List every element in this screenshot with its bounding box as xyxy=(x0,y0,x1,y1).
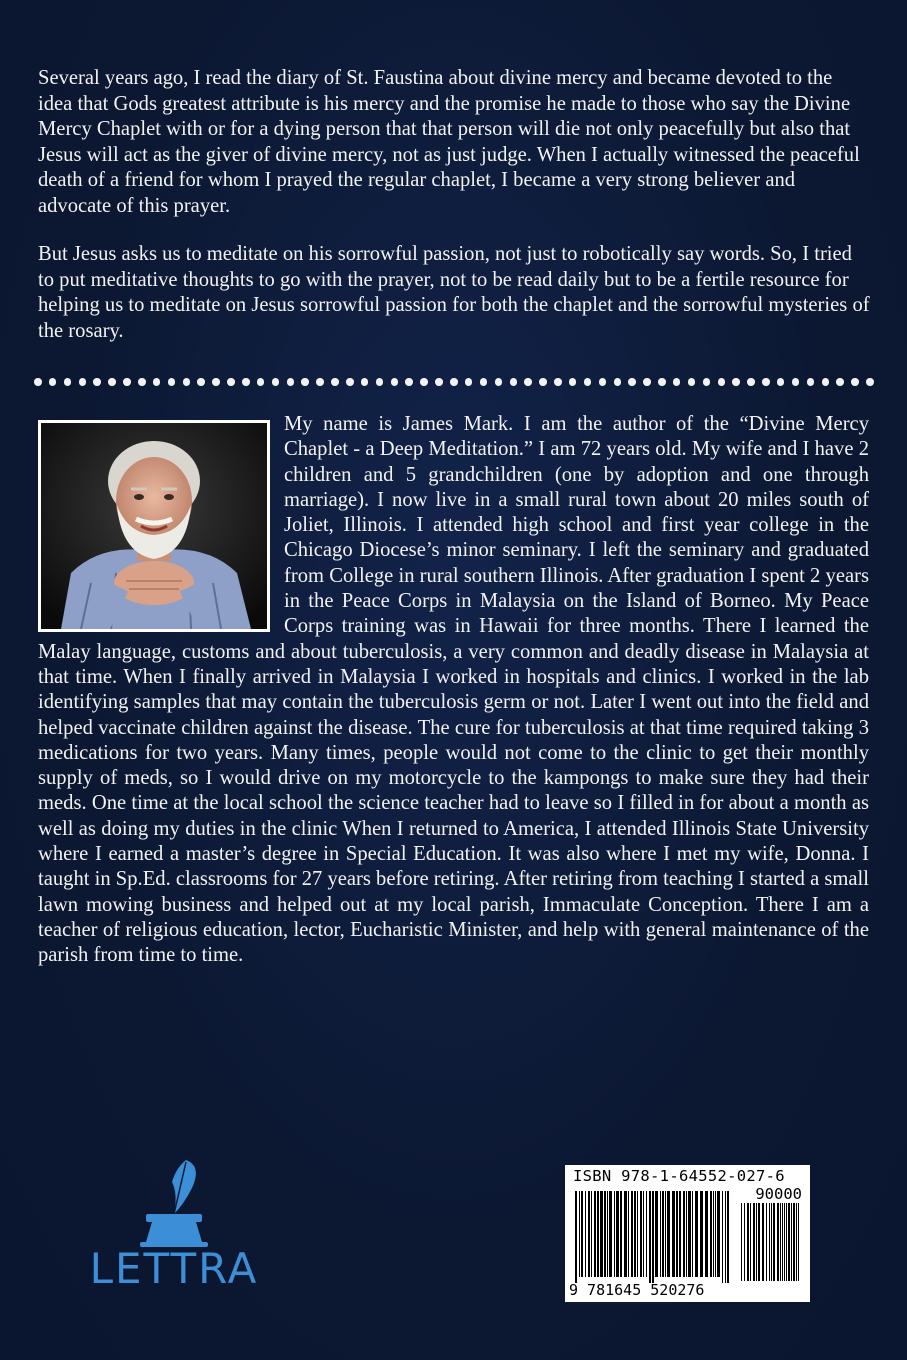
barcode-addon-bar xyxy=(744,1203,745,1281)
barcode-addon-bar xyxy=(788,1203,790,1281)
barcode-bar xyxy=(600,1191,603,1277)
barcode-bar xyxy=(672,1191,675,1277)
barcode-bar xyxy=(683,1191,685,1277)
barcode-bar xyxy=(676,1191,678,1277)
barcode-bar xyxy=(637,1191,638,1277)
barcode-bar xyxy=(717,1191,720,1277)
barcode-bar xyxy=(591,1191,592,1277)
barcode-bar xyxy=(652,1191,654,1283)
quill-and-inkwell-icon xyxy=(74,1158,274,1248)
barcode-bar xyxy=(646,1191,647,1277)
divider-dot xyxy=(628,378,636,386)
divider-dot xyxy=(420,378,428,386)
divider-dot xyxy=(747,378,755,386)
divider-dot xyxy=(703,378,711,386)
divider-dot xyxy=(524,378,532,386)
barcode-addon-bar xyxy=(741,1203,742,1281)
divider-dot xyxy=(212,378,220,386)
divider-dot xyxy=(301,378,309,386)
divider-dot xyxy=(287,378,295,386)
divider-dot xyxy=(435,378,443,386)
divider-dot xyxy=(465,378,473,386)
author-portrait-image xyxy=(41,423,267,629)
barcode-addon-bar xyxy=(777,1203,779,1281)
barcode-addon-bar xyxy=(747,1203,749,1281)
divider-dot xyxy=(391,378,399,386)
publisher-name: LETTRA xyxy=(89,1244,259,1293)
divider-dot xyxy=(108,378,116,386)
barcode-addon-bar xyxy=(782,1203,783,1281)
barcode-bar xyxy=(705,1191,708,1277)
barcode-addon-bar xyxy=(771,1203,772,1281)
divider-dot xyxy=(272,378,280,386)
divider-dot xyxy=(331,378,339,386)
barcode-addon-bar xyxy=(762,1203,764,1281)
intro-paragraph-2: But Jesus asks us to meditate on his sorrowful passion, not just to robotically say words. So, I tried to put meditative thoughts to go with the prayer, not to be read daily but to be a fertile resource for helping us to meditate on Jesus sorrowful passion for both the chaplet and the sorrowful mysteries of the rosary. xyxy=(38,243,870,342)
barcode-bar xyxy=(700,1191,703,1277)
divider-dot xyxy=(34,378,42,386)
divider-dot xyxy=(510,378,518,386)
barcode-bar xyxy=(620,1191,622,1277)
barcode-bar xyxy=(609,1191,612,1277)
barcode-bar xyxy=(585,1191,586,1277)
divider-dot xyxy=(866,378,874,386)
barcode-bar xyxy=(686,1191,687,1277)
divider-dot xyxy=(183,378,191,386)
intro-section xyxy=(38,66,870,367)
divider-dot xyxy=(732,378,740,386)
barcode-addon-bar xyxy=(786,1203,787,1281)
divider-dot xyxy=(688,378,696,386)
divider-dot xyxy=(257,378,265,386)
author-bio-text: My name is James Mark. I am the author of the “Divine Mercy Chaplet - a Deep Meditation.” I am 72 years old. My wife and I have 2 children and 5 grandchildren (one by adoption and one through marriage). I now live in a small rural town about 20 miles south of Joliet, Illinois. I attended high school and first year college in the Chicago Diocese’s minor seminary. I left the seminary and graduated from College in rural southern Illinois. After graduation I spent 2 years in the Peace Corps in Malaysia on the Island of Borneo. My Peace Corps training was in Hawaii for three months. There I learned the Malay language, customs and about tuberculosis, a very common and deadly disease in Malaysia at that time. When I finally arrived in Malaysia I worked in hospitals and clinics. I worked in the lab identifying samples that may contain the tuberculosis germ or not. Later I went out into the field and helped vaccinate children against the disease. The cure for tuberculosis at that time required taking 3 medications for two years. Many times, people would not come to the clinic to get their monthly supply of meds, so I would drive on my motorcycle to the kampongs to make sure they had their meds. One time at the local school the science teacher had to leave so I filled in for about a month as well as doing my duties in the clinic When I returned to America, I attended Illinois State University where I earned a master’s degree in Special Education. It was also where I met my wife, Donna. I taught in Sp.Ed. classrooms for 27 years before retiring. After retiring from teaching I started a small lawn mowing business and helped out at my local parish, Immaculate Conception. There I am a teacher of religious education, lector, Eucharistic Minister, and help with general maintenance of the parish from time to time. xyxy=(38,413,869,967)
divider-dot xyxy=(584,378,592,386)
barcode-addon-bar xyxy=(798,1203,799,1281)
barcode-bar xyxy=(607,1191,608,1277)
barcode-addon-bar xyxy=(756,1203,757,1281)
divider-dot xyxy=(673,378,681,386)
barcode-addon-bar xyxy=(750,1203,751,1281)
barcode-bar xyxy=(665,1191,666,1277)
divider-dot xyxy=(554,378,562,386)
barcode-bar xyxy=(594,1191,596,1277)
divider-dot xyxy=(123,378,131,386)
barcode-bar xyxy=(649,1191,651,1283)
barcode-addon-bar xyxy=(769,1203,770,1281)
barcode-bar xyxy=(715,1191,716,1277)
barcode-bar xyxy=(640,1191,642,1277)
ean-digits: 9 781645 520276 xyxy=(569,1281,705,1299)
isbn-barcode xyxy=(565,1165,810,1302)
divider-dot xyxy=(153,378,161,386)
barcode-bar xyxy=(713,1191,714,1277)
divider-dot xyxy=(539,378,547,386)
barcode-addon-number: 90000 xyxy=(755,1185,802,1203)
barcode-bar xyxy=(727,1191,729,1283)
divider-dot xyxy=(93,378,101,386)
publisher-logo xyxy=(74,1158,274,1298)
intro-paragraph-1: Several years ago, I read the diary of St. Faustina about divine mercy and became devoted to the idea that Gods greatest attribute is his mercy and the promise he made to those who say the Divine Mercy Chaplet with or for a dying person that that person will die not only peacefully but also that Jesus will act as the giver of divine mercy, not as just judge. When I actually witnessed the peaceful death of a friend for whom I prayed the regular chaplet, I became a very strong believer and advocate of this prayer. xyxy=(38,67,860,217)
barcode-bar xyxy=(692,1191,693,1277)
barcode-bar xyxy=(722,1191,723,1283)
barcode-bar xyxy=(662,1191,664,1277)
barcode-addon-bar xyxy=(766,1203,767,1281)
divider-dot xyxy=(777,378,785,386)
divider-dot xyxy=(822,378,830,386)
author-bio-section xyxy=(38,412,869,969)
dotted-divider xyxy=(34,376,874,388)
author-photo xyxy=(38,420,270,632)
barcode-bar xyxy=(679,1191,681,1277)
barcode-bar xyxy=(604,1191,606,1277)
divider-dot xyxy=(762,378,770,386)
barcode-bar xyxy=(643,1191,644,1277)
barcode-bar xyxy=(624,1191,627,1277)
barcode-bar xyxy=(588,1191,590,1277)
divider-dot xyxy=(242,378,250,386)
barcode-bar xyxy=(616,1191,619,1277)
barcode-addon-bar xyxy=(780,1203,781,1281)
barcode-bar xyxy=(655,1191,658,1277)
barcode-addon-bar xyxy=(758,1203,760,1281)
divider-dot xyxy=(316,378,324,386)
divider-dot xyxy=(49,378,57,386)
barcode-bars xyxy=(571,1187,804,1283)
divider-dot xyxy=(495,378,503,386)
divider-dot xyxy=(614,378,622,386)
barcode-bar xyxy=(597,1191,599,1277)
divider-dot xyxy=(450,378,458,386)
divider-dot xyxy=(569,378,577,386)
barcode-addon-bar xyxy=(791,1203,792,1281)
barcode-bar xyxy=(634,1191,636,1277)
divider-dot xyxy=(643,378,651,386)
barcode-addon-bar xyxy=(784,1203,785,1281)
barcode-bar xyxy=(579,1191,580,1277)
divider-dot xyxy=(64,378,72,386)
divider-dot xyxy=(599,378,607,386)
divider-dot xyxy=(197,378,205,386)
barcode-bar xyxy=(725,1191,726,1283)
divider-dot xyxy=(851,378,859,386)
divider-dot xyxy=(658,378,666,386)
barcode-bar xyxy=(710,1191,712,1277)
divider-dot xyxy=(346,378,354,386)
barcode-bar xyxy=(631,1191,633,1277)
barcode-bar xyxy=(628,1191,629,1277)
barcode-addon-bar xyxy=(793,1203,795,1281)
divider-dot xyxy=(792,378,800,386)
divider-dot xyxy=(480,378,488,386)
barcode-bar xyxy=(688,1191,691,1277)
barcode-addon-bar xyxy=(773,1203,775,1281)
barcode-bar xyxy=(667,1191,670,1277)
barcode-bar xyxy=(575,1191,577,1283)
barcode-addon-bar xyxy=(796,1203,797,1281)
divider-dot xyxy=(227,378,235,386)
divider-dot xyxy=(138,378,146,386)
barcode-bar xyxy=(614,1191,615,1277)
barcode-bar xyxy=(695,1191,698,1277)
divider-dot xyxy=(718,378,726,386)
barcode-addon-bar xyxy=(753,1203,755,1281)
barcode-bar xyxy=(581,1191,583,1277)
divider-dot xyxy=(376,378,384,386)
divider-dot xyxy=(405,378,413,386)
isbn-label: ISBN 978-1-64552-027-6 xyxy=(573,1167,785,1185)
divider-dot xyxy=(79,378,87,386)
divider-dot xyxy=(168,378,176,386)
barcode-bar xyxy=(660,1191,661,1277)
divider-dot xyxy=(361,378,369,386)
divider-dot xyxy=(807,378,815,386)
divider-dot xyxy=(836,378,844,386)
